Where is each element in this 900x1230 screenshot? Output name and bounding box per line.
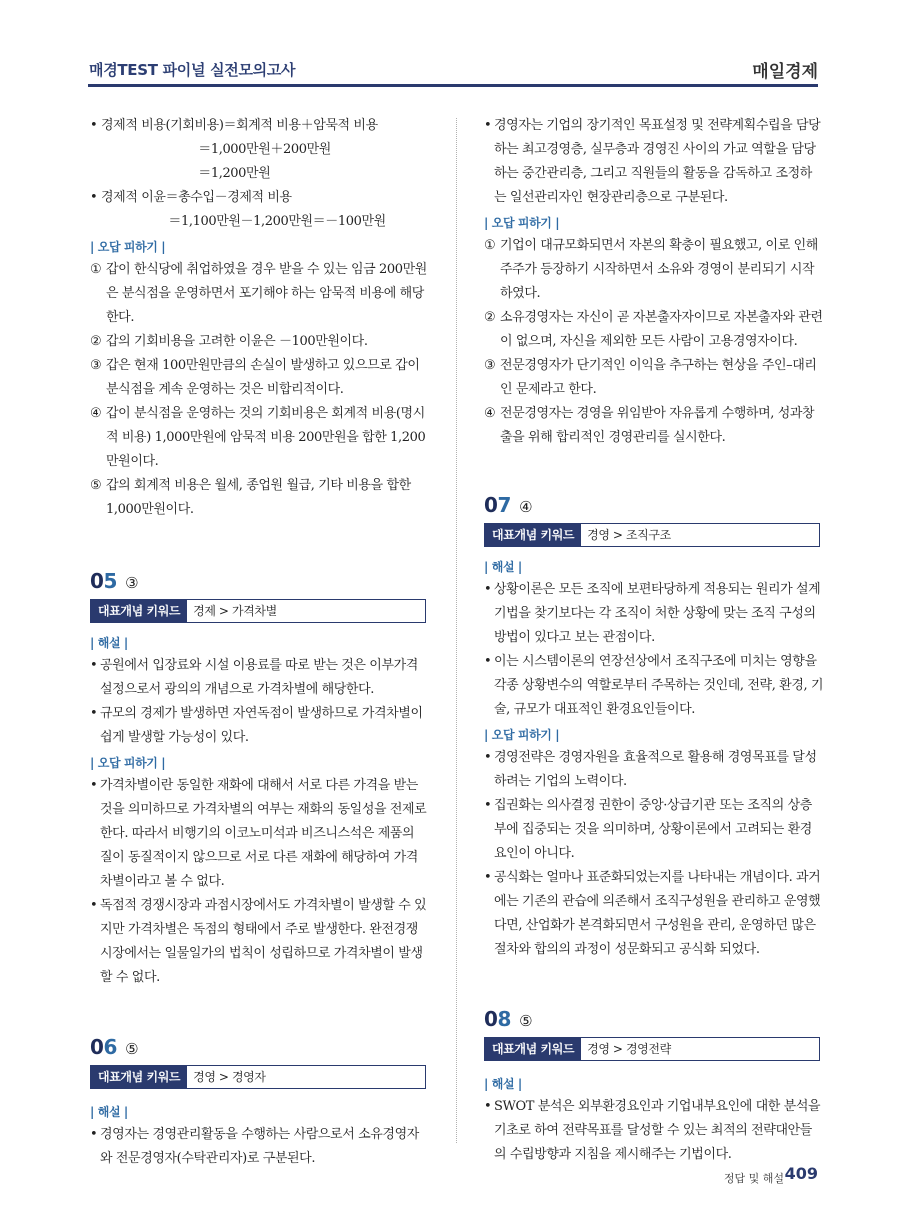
header-rule <box>88 84 818 87</box>
avoid-label: | 오답 피하기 | <box>484 728 560 742</box>
avoid-label: | 오답 피하기 | <box>484 216 560 230</box>
keyword-value: 경영 > 경영자 <box>193 1070 266 1084</box>
answer-mark: ③ <box>125 574 139 592</box>
choice-number: ⑤ <box>90 478 102 493</box>
keyword-value: 경영 > 경영전략 <box>587 1042 671 1056</box>
bullet-item: • 경영자는 경영관리활동을 수행하는 사람으로서 소유경영자와 전문경영자(수탁관리자)로 구분된다. <box>90 1127 419 1166</box>
bullet-item: • 가격차별이란 동일한 재화에 대해서 서로 다른 가격을 받는 것을 의미하므로 가격차별의 여부는 재화의 동일성을 전제로 한다. 따라서 비행기의 이코노미석과 비즈니스석은 제품의 질이 동질적이지 않으므로 서로 다른 재화에 해당하여 가격차별이라고 볼 수 없다. <box>90 778 427 889</box>
footer-label: 정답 및 해설 <box>723 1172 784 1185</box>
choice-item <box>484 234 824 306</box>
keyword-label: 대표개념 키워드 <box>91 600 187 622</box>
keyword-box <box>90 599 426 623</box>
choice-item <box>90 258 430 330</box>
keyword-box <box>484 1037 820 1061</box>
answer-mark: ④ <box>519 498 533 516</box>
series-title: 매경TEST 파이널 실전모의고사 <box>89 61 296 79</box>
column-divider <box>456 118 457 1143</box>
bullet-item: • 독점적 경쟁시장과 과점시장에서도 가격차별이 발생할 수 있지만 가격차별은 독점의 형태에서 주로 발생한다. 완전경쟁시장에서는 일물일가의 법칙이 성립하므로 가격차별이 발생할 수 없다. <box>90 898 427 985</box>
bullet-text: 이는 시스템이론의 연장선상에서 조직구조에 미치는 영향을 각종 상황변수의 역할로부터 주목하는 것인데, 전략, 환경, 기술, 규모가 대표적인 환경요인들이다. <box>494 654 824 717</box>
choice-text: 기업이 대규모화되면서 자본의 확충이 필요했고, 이로 인해 주주가 등장하기 시작하면서 소유와 경영이 분리되기 시작하였다. <box>500 238 818 301</box>
bullet-item: • 경영자는 기업의 장기적인 목표설정 및 전략계획수립을 담당하는 최고경영층, 실무층과 경영진 사이의 가교 역할을 담당하는 중간관리층, 그리고 직원들의 활동을 감독하고 조정하는 일선관리자인 현장관리층으로 구분된다. <box>484 118 821 205</box>
bullet-text: 경영자는 경영관리활동을 수행하는 사람으로서 소유경영자와 전문경영자(수탁관리자)로 구분된다. <box>100 1127 419 1166</box>
bullet-item: • 상황이론은 모든 조직에 보편타당하게 적용되는 원리가 설계기법을 찾기보다는 각 조직이 처한 상황에 맞는 조직 구성의 방법이 있다고 보는 관점이다. <box>484 582 821 645</box>
choice-number: ④ <box>90 406 102 421</box>
explanation-label: | 해설 | <box>90 636 128 650</box>
explanation-label: | 해설 | <box>90 1105 128 1119</box>
keyword-label: 대표개념 키워드 <box>485 524 581 546</box>
question-06 <box>90 1034 430 1171</box>
bullet-text: 경영전략은 경영자원을 효율적으로 활용해 경영목표를 달성하려는 기업의 노력이다. <box>494 750 817 789</box>
bullet-text: 공식화는 얼마나 표준화되었는지를 나타내는 개념이다. 과거에는 기존의 관습에 의존해서 조직구성원을 관리하고 운영했다면, 산업화가 본격화되면서 구성원을 관리, 운영하던 많은 절차와 합의의 과정이 성문화되고 공식화 되었다. <box>494 870 821 957</box>
choice-number: ③ <box>90 358 102 373</box>
answer-mark: ⑤ <box>519 1012 533 1030</box>
question-heading: 08 ⑤ <box>484 1007 533 1031</box>
avoid-label: | 오답 피하기 | <box>90 240 166 254</box>
bullet-item: • 경영전략은 경영자원을 효율적으로 활용해 경영목표를 달성하려는 기업의 노력이다. <box>484 750 817 789</box>
formula-line: • 경제적 이윤＝총수입－경제적 비용 <box>90 190 292 205</box>
right-column <box>484 114 824 1167</box>
choice-item <box>90 330 430 354</box>
choice-item <box>90 354 430 402</box>
bullet-item: • 공식화는 얼마나 표준화되었는지를 나타내는 개념이다. 과거에는 기존의 관습에 의존해서 조직구성원을 관리하고 운영했다면, 산업화가 본격화되면서 구성원을 관리, 운영하던 많은 절차와 합의의 과정이 성문화되고 공식화 되었다. <box>484 870 821 957</box>
keyword-box <box>484 523 820 547</box>
choice-number: ① <box>90 262 102 277</box>
bullet-text: 집권화는 의사결정 권한이 중앙·상급기관 또는 조직의 상층부에 집중되는 것을 의미하며, 상황이론에서 고려되는 환경요인이 아니다. <box>494 798 812 861</box>
q04-continuation <box>90 114 430 522</box>
formula-line: ＝1,200만원 <box>90 166 271 181</box>
choice-text: 갑이 분식점을 운영하는 것의 기회비용은 회계적 비용(명시적 비용) 1,000만원에 암묵적 비용 200만원을 합한 1,200만원이다. <box>106 406 426 469</box>
choice-number: ② <box>484 310 496 325</box>
page-number: 409 <box>784 1164 818 1183</box>
choice-text: 갑이 한식당에 취업하였을 경우 받을 수 있는 임금 200만원은 분식점을 운영하면서 포기해야 하는 암묵적 비용에 해당한다. <box>106 262 427 325</box>
explanation-label: | 해설 | <box>484 1077 522 1091</box>
bullet-text: 가격차별이란 동일한 재화에 대해서 서로 다른 가격을 받는 것을 의미하므로 가격차별의 여부는 재화의 동일성을 전제로 한다. 따라서 비행기의 이코노미석과 비즈니스석은 제품의 질이 동질적이지 않으므로 서로 다른 재화에 해당하여 가격차별이라고 볼 수 없다. <box>100 778 427 889</box>
q06-continuation <box>484 114 824 450</box>
bullet-text: SWOT 분석은 외부환경요인과 기업내부요인에 대한 분석을 기초로 하여 전략목표를 달성할 수 있는 최적의 전략대안들의 수립방향과 지침을 제시해주는 기법이다. <box>494 1099 821 1162</box>
choice-number: ④ <box>484 406 496 421</box>
explanation-label: | 해설 | <box>484 560 522 574</box>
choice-text: 갑의 기회비용을 고려한 이윤은 －100만원이다. <box>106 334 368 349</box>
question-08 <box>484 1006 824 1167</box>
question-heading: 06 ⑤ <box>90 1035 139 1059</box>
bullet-text: 경영자는 기업의 장기적인 목표설정 및 전략계획수립을 담당하는 최고경영층, 실무층과 경영진 사이의 가교 역할을 담당하는 중간관리층, 그리고 직원들의 활동을 감독하고 조정하는 일선관리자인 현장관리층으로 구분된다. <box>494 118 821 205</box>
answer-mark: ⑤ <box>125 1040 139 1058</box>
bullet-item: • 이는 시스템이론의 연장선상에서 조직구조에 미치는 영향을 각종 상황변수의 역할로부터 주목하는 것인데, 전략, 환경, 기술, 규모가 대표적인 환경요인들이다. <box>484 654 824 717</box>
keyword-label: 대표개념 키워드 <box>91 1066 187 1088</box>
question-heading: 07 ④ <box>484 493 533 517</box>
avoid-label: | 오답 피하기 | <box>90 756 166 770</box>
bullet-item: • 집권화는 의사결정 권한이 중앙·상급기관 또는 조직의 상층부에 집중되는 것을 의미하며, 상황이론에서 고려되는 환경요인이 아니다. <box>484 798 812 861</box>
keyword-box <box>90 1065 426 1089</box>
choice-item <box>90 402 430 474</box>
formula-line: • 경제적 비용(기회비용)＝회계적 비용＋암묵적 비용 <box>90 118 378 133</box>
bullet-item: • SWOT 분석은 외부환경요인과 기업내부요인에 대한 분석을 기초로 하여 전략목표를 달성할 수 있는 최적의 전략대안들의 수립방향과 지침을 제시해주는 기법이다. <box>484 1099 821 1162</box>
choice-text: 갑의 회계적 비용은 월세, 종업원 월급, 기타 비용을 합한 1,000만원이다. <box>106 478 411 517</box>
question-05 <box>90 568 430 990</box>
formula-line: ＝1,100만원－1,200만원＝－100만원 <box>90 214 386 229</box>
choice-text: 전문경영자가 단기적인 이익을 추구하는 현상을 주인–대리인 문제라고 한다. <box>500 358 817 397</box>
formula-line: ＝1,000만원＋200만원 <box>90 142 331 157</box>
choice-number: ① <box>484 238 496 253</box>
keyword-value: 경제 > 가격차별 <box>193 604 277 618</box>
bullet-text: 상황이론은 모든 조직에 보편타당하게 적용되는 원리가 설계기법을 찾기보다는 각 조직이 처한 상황에 맞는 조직 구성의 방법이 있다고 보는 관점이다. <box>494 582 821 645</box>
question-07 <box>484 492 824 962</box>
keyword-label: 대표개념 키워드 <box>485 1038 581 1060</box>
question-heading: 05 ③ <box>90 569 139 593</box>
choice-item <box>484 402 824 450</box>
choice-item <box>484 354 824 402</box>
bullet-item: • 규모의 경제가 발생하면 자연독점이 발생하므로 가격차별이 쉽게 발생할 가능성이 있다. <box>90 706 423 745</box>
bullet-text: 독점적 경쟁시장과 과점시장에서도 가격차별이 발생할 수 있지만 가격차별은 독점의 형태에서 주로 발생한다. 완전경쟁시장에서는 일물일가의 법칙이 성립하므로 가격차별이 발생할 수 없다. <box>100 898 427 985</box>
bullet-text: 규모의 경제가 발생하면 자연독점이 발생하므로 가격차별이 쉽게 발생할 가능성이 있다. <box>100 706 423 745</box>
publisher-name: 매일경제 <box>752 62 818 82</box>
choice-item <box>90 474 430 522</box>
left-column <box>90 114 430 1171</box>
choice-text: 소유경영자는 자신이 곧 자본출자자이므로 자본출자와 관련이 없으며, 자신을 제외한 모든 사람이 고용경영자이다. <box>500 310 823 349</box>
choice-text: 갑은 현재 100만원만큼의 손실이 발생하고 있으므로 갑이 분식점을 계속 운영하는 것은 비합리적이다. <box>106 358 420 397</box>
bullet-text: 공원에서 입장료와 시설 이용료를 따로 받는 것은 이부가격 설정으로서 광의의 개념으로 가격차별에 해당한다. <box>100 658 418 697</box>
choice-text: 전문경영자는 경영을 위임받아 자유롭게 수행하며, 성과창출을 위해 합리적인 경영관리를 실시한다. <box>500 406 815 445</box>
keyword-value: 경영 > 조직구조 <box>587 528 671 542</box>
choice-number: ③ <box>484 358 496 373</box>
choice-number: ② <box>90 334 102 349</box>
choice-item <box>484 306 824 354</box>
bullet-item: • 공원에서 입장료와 시설 이용료를 따로 받는 것은 이부가격 설정으로서 광의의 개념으로 가격차별에 해당한다. <box>90 658 418 697</box>
